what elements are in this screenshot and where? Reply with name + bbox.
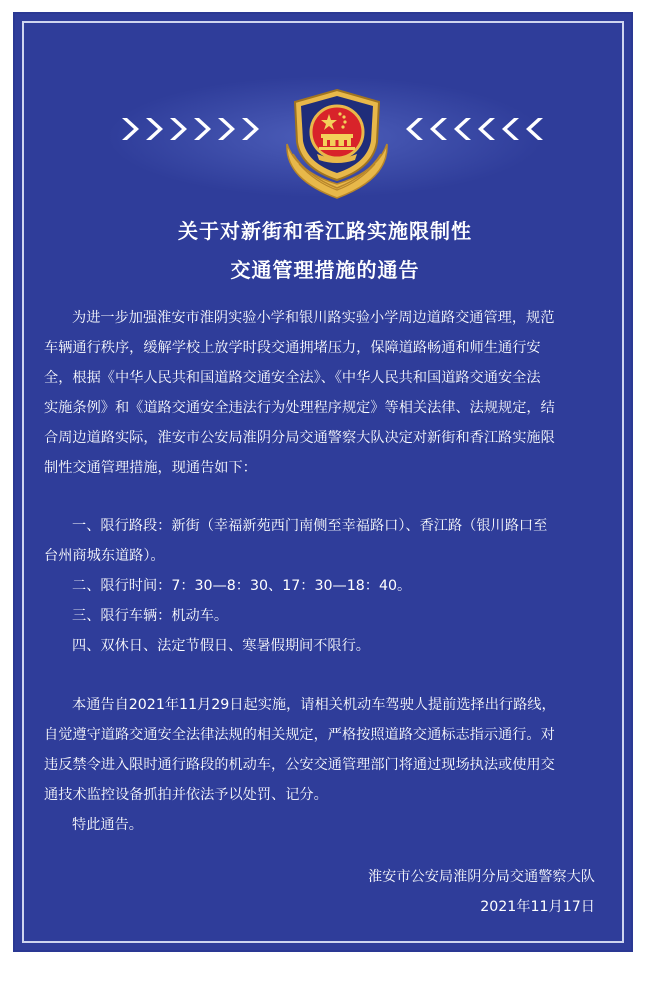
intro-line-6: 制性交通管理措施，现通告如下： (44, 460, 257, 476)
item-line-2: 台州商城东道路）。 (44, 548, 165, 564)
closing-line-4: 通技术监控设备抓拍并依法予以处罚、记分。 (44, 787, 328, 803)
chevron-left-icon (525, 114, 547, 144)
chevron-right-icon (166, 114, 188, 144)
closing-line-1: 本通告自2021年11月29日起实施，请相关机动车驾驶人提前选择出行路线， (72, 697, 556, 713)
notice-title-line-2: 交通管理措施的通告 (230, 258, 420, 282)
notice-title-line-1: 关于对新街和香江路实施限制性 (178, 219, 472, 243)
signature-date: 2021年11月17日 (480, 899, 595, 915)
chevron-row-left (118, 114, 260, 144)
chevron-left-icon (405, 114, 427, 144)
item-line-1: 一、限行路段：新街（幸福新苑西门南侧至幸福路口）、香江路（银川路口至 (72, 518, 548, 534)
chevron-left-icon (501, 114, 523, 144)
closing-line-3: 违反禁令进入限时通行路段的机动车，公安交通管理部门将通过现场执法或使用交 (44, 757, 555, 773)
chevron-right-icon (118, 114, 140, 144)
chevron-right-icon (190, 114, 212, 144)
item-line-4: 三、限行车辆：机动车。 (72, 608, 229, 624)
chevron-left-icon (477, 114, 499, 144)
signature-org: 淮安市公安局淮阴分局交通警察大队 (367, 869, 595, 885)
intro-line-2: 车辆通行秩序，缓解学校上放学时段交通拥堵压力，保障道路畅通和师生通行安 (44, 340, 541, 356)
chevron-right-icon (214, 114, 236, 144)
chevron-row-right (405, 114, 547, 144)
intro-line-1: 为进一步加强淮安市淮阴实验小学和银川路实验小学周边道路交通管理，规范 (72, 310, 555, 326)
chevron-right-icon (142, 114, 164, 144)
notice-page (13, 12, 633, 952)
intro-line-4: 实施条例》和《道路交通安全违法行为处理程序规定》等相关法律、法规规定，结 (44, 400, 555, 416)
chevron-left-icon (453, 114, 475, 144)
item-line-5: 四、双休日、法定节假日、寒暑假期间不限行。 (72, 638, 370, 654)
item-line-3: 二、限行时间：7：30—8：30、17：30—18：40。 (72, 578, 412, 594)
closing-line-5: 特此通告。 (72, 817, 143, 833)
chevron-right-icon (238, 114, 260, 144)
closing-line-2: 自觉遵守道路交通安全法律法规的相关规定，严格按照道路交通标志指示通行。对 (44, 727, 555, 743)
police-emblem-icon (277, 84, 397, 202)
intro-line-5: 合周边道路实际，淮安市公安局淮阴分局交通警察大队决定对新街和香江路实施限 (44, 430, 555, 446)
chevron-left-icon (429, 114, 451, 144)
intro-line-3: 全，根据《中华人民共和国道路交通安全法》、《中华人民共和国道路交通安全法 (44, 370, 541, 386)
